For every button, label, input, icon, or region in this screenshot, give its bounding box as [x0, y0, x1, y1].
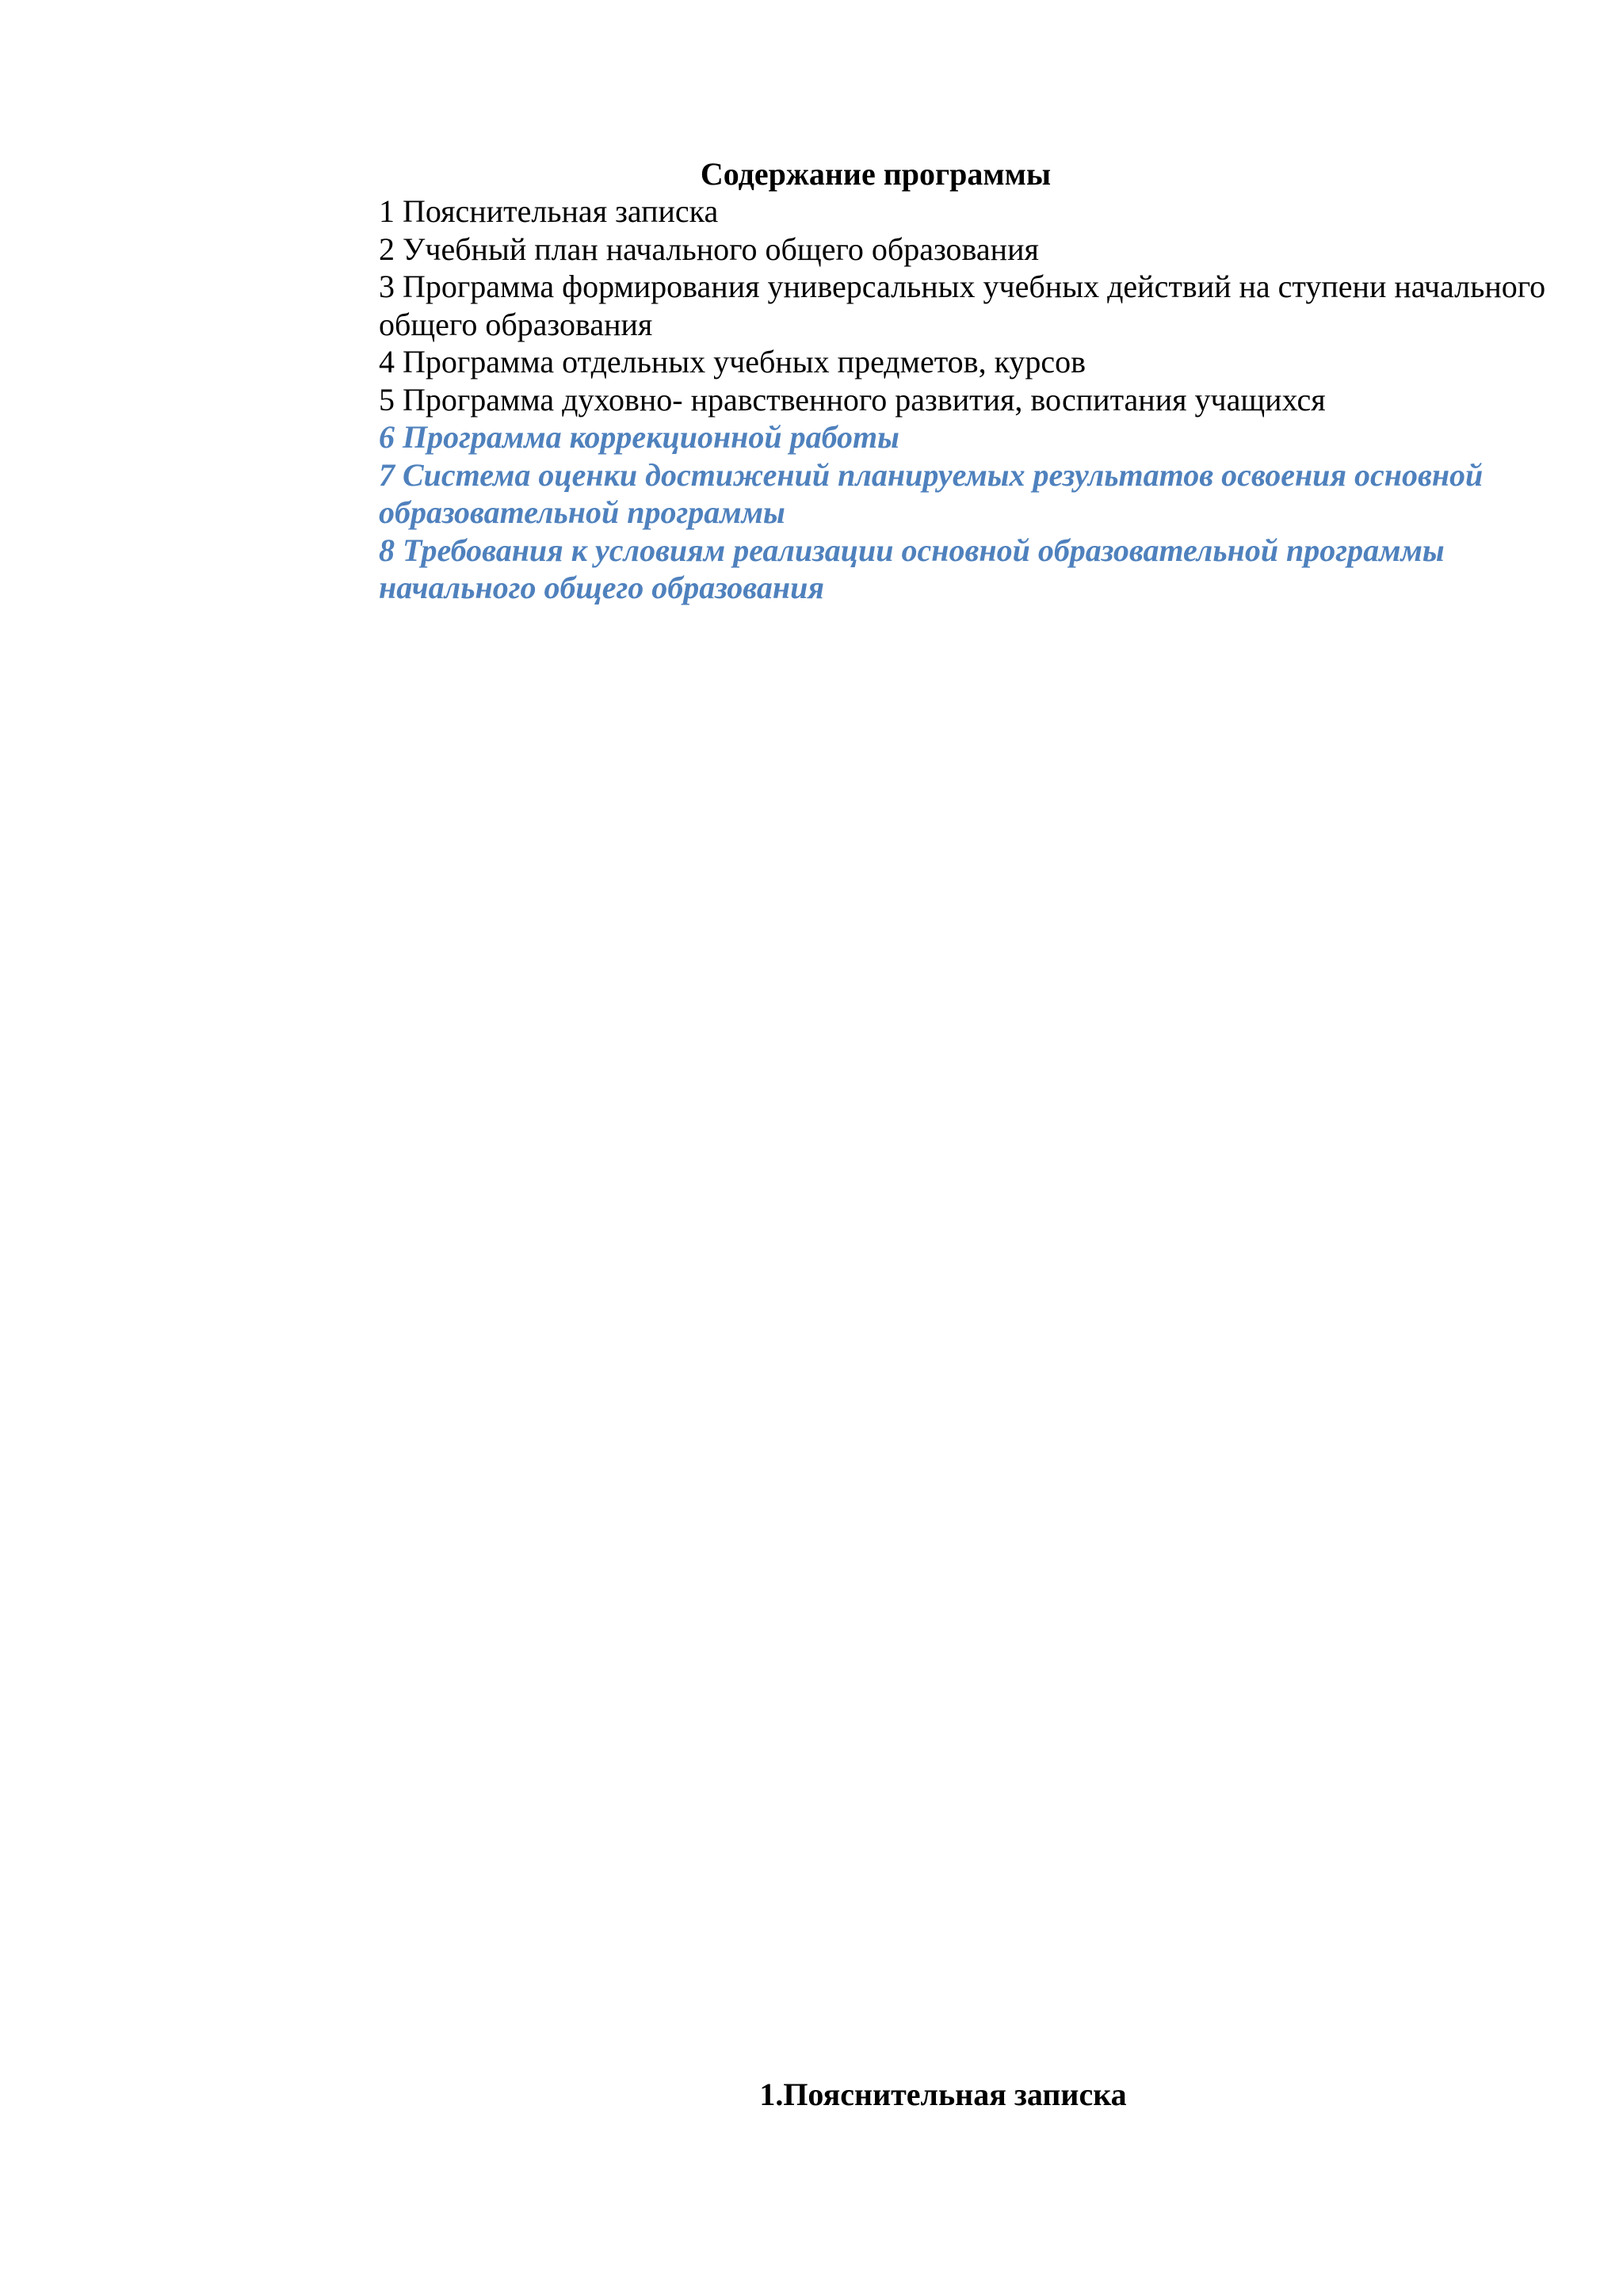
toc-item-7: 7 Система оценки достижений планируемых результатов освоения основной образовательной программы [379, 456, 1484, 530]
toc-item-8: 8 Требования к условиям реализации основной образовательной программы начального общего образования [379, 532, 1445, 605]
toc-item-6: 6 Программа коррекционной работы [379, 419, 899, 455]
toc-title: Содержание программы [700, 156, 1052, 192]
toc-list [379, 193, 1568, 607]
section-heading: 1.Пояснительная записка [759, 2077, 1127, 2112]
toc-item-2: 2 Учебный план начального общего образования [379, 231, 1039, 267]
toc-item-1: 1 Пояснительная записка [379, 193, 719, 229]
toc-item-5: 5 Программа духовно- нравственного развития, воспитания учащихся [379, 381, 1326, 418]
toc-item-3: 3 Программа формирования универсальных учебных действий на ступени начального общего образования [379, 269, 1546, 342]
toc-item-4: 4 Программа отдельных учебных предметов, курсов [379, 344, 1086, 379]
